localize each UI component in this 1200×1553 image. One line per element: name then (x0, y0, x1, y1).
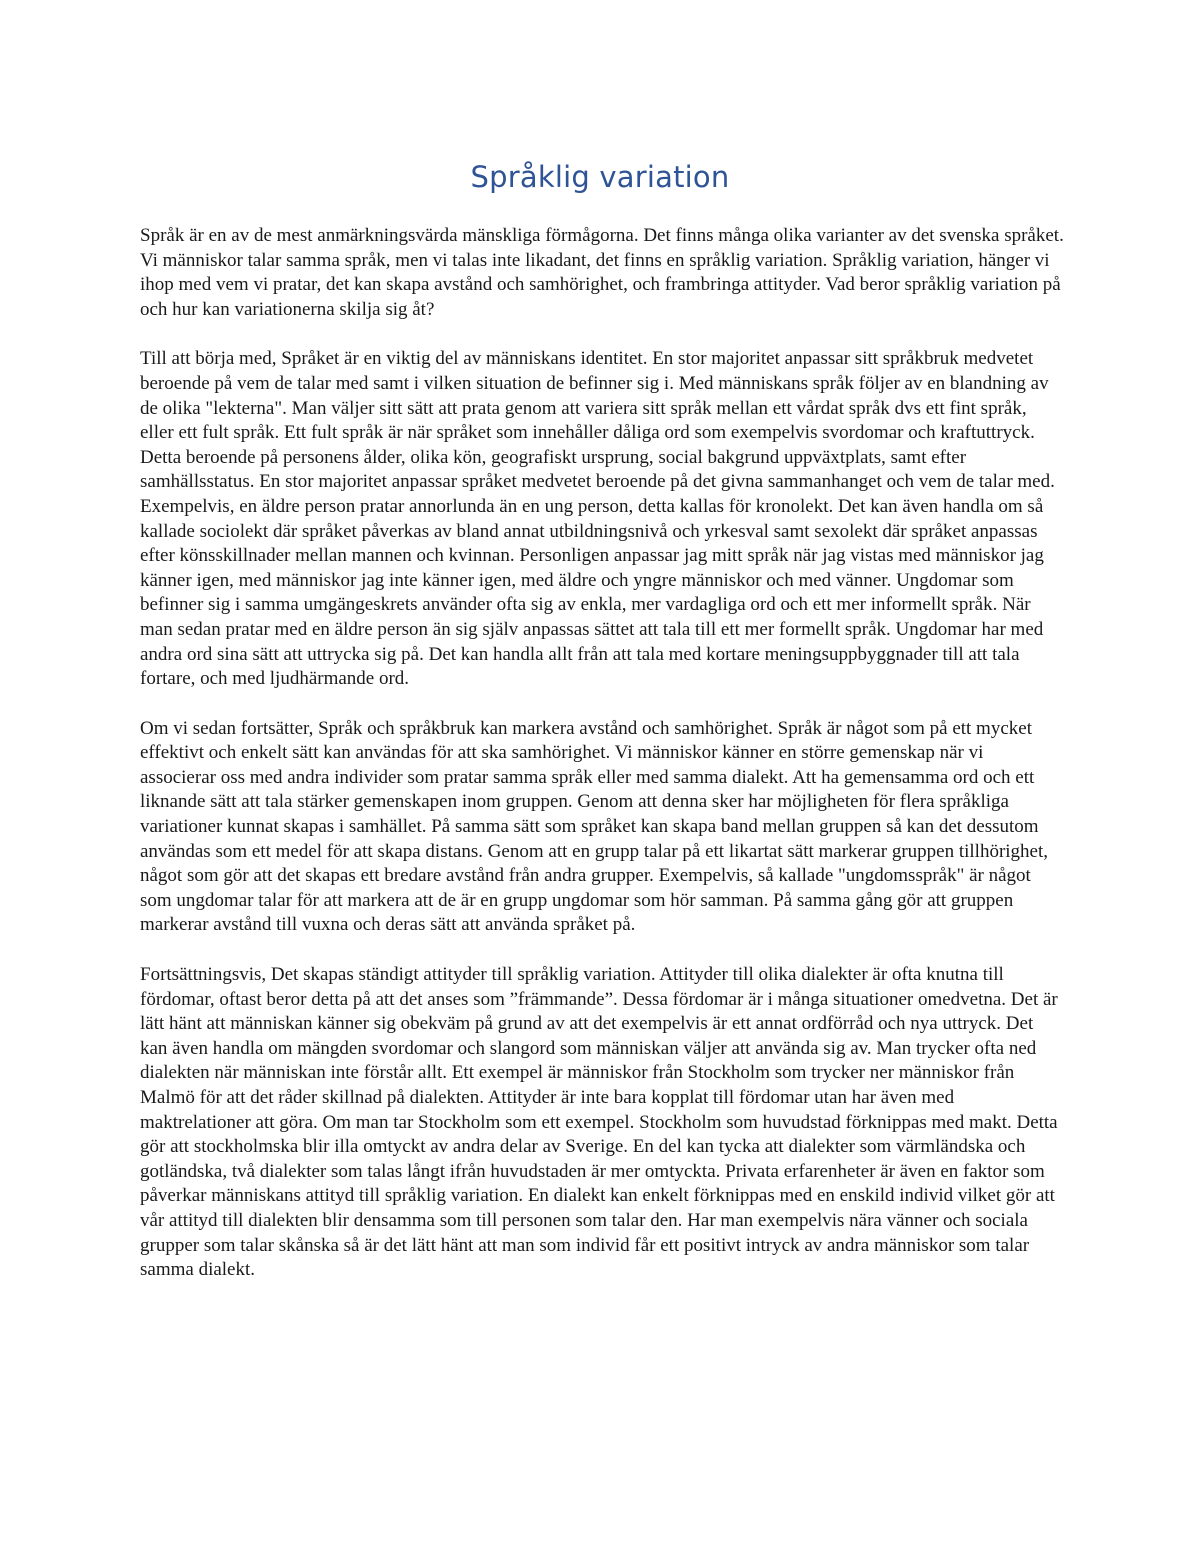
document-title: Språklig variation (470, 160, 730, 194)
paragraph-identity: Till att börja med, Språket är en viktig del av människans identitet. En stor majoritet anpassar sitt språkbruk medvetet beroende på vem de talar med samt i vilken situation de befinner sig i. Med människans språk följer av en blandning av de olika "lekterna". Man väljer sitt sätt att prata genom att variera sitt språk mellan ett vårdat språk dvs ett fint språk, eller ett fult språk. Ett fult språk är när språket som innehåller dåliga ord som exempelvis svordomar och kraftuttryck. Detta beroende på personens ålder, olika kön, geografiskt ursprung, social bakgrund uppväxtplats, samt efter samhällsstatus. En stor majoritet anpassar språket medvetet beroende på det givna sammanhanget och vem de talar med. Exempelvis, en äldre person pratar annorlunda än en ung person, detta kallas för kronolekt. Det kan även handla om så kallade sociolekt där språket påverkas av bland annat utbildningsnivå och yrkesval samt sexolekt där språket anpassas efter könsskillnader mellan mannen och kvinnan. Personligen anpassar jag mitt språk när jag vistas med människor jag känner igen, med människor jag inte känner igen, med äldre och yngre människor och med vänner. Ungdomar som befinner sig i samma umgängeskrets använder ofta sig av enkla, mer vardagliga ord och ett mer informellt språk. När man sedan pratar med en äldre person än sig själv anpassas sättet att tala till ett mer formellt språk. Ungdomar har med andra ord sina sätt att uttrycka sig på. Det kan handla allt från att tala med kortare meningsuppbyggnader till att tala fortare, och med ljudhärmande ord. (140, 348, 1055, 690)
paragraph-distance: Om vi sedan fortsätter, Språk och språkbruk kan markera avstånd och samhörighet. Språk är något som på ett mycket effektivt och enkelt sätt kan användas för att ska samhörighet. Vi människor känner en större gemenskap när vi associerar oss med andra individer som pratar samma språk eller med samma dialekt. Att ha gemensamma ord och ett liknande sätt att tala stärker gemenskapen inom gruppen. Genom att denna sker har möjligheten för flera språkliga variationer kunnat skapas i samhället. På samma sätt som språket kan skapa band mellan gruppen så kan det dessutom användas som ett medel för att skapa distans. Genom att en grupp talar på ett likartat sätt markerar gruppen tillhörighet, något som gör att det skapas ett bredare avstånd från andra grupper. Exempelvis, så kallade "ungdomsspråk" är något som ungdomar talar för att markera att de är en grupp ungdomar som hör samman. På samma gång gör att gruppen markerar avstånd till vuxna och deras sätt att använda språket på. (140, 717, 1049, 936)
document-body (140, 224, 1064, 1308)
paragraph-intro: Språk är en av de mest anmärkningsvärda mänskliga förmågorna. Det finns många olika varianter av det svenska språket. Vi människor talar samma språk, men vi talas inte likadant, det finns en språklig variation. Språklig variation, hänger vi ihop med vem vi pratar, det kan skapa avstånd och samhörighet, och frambringa attityder. Vad beror språklig variation på och hur kan variationerna skilja sig åt? (140, 225, 1064, 320)
paragraph-attitudes: Fortsättningsvis, Det skapas ständigt attityder till språklig variation. Attityder till olika dialekter är ofta knutna till fördomar, oftast beror detta på att det anses som ”främmande”. Dessa fördomar är i många situationer omedvetna. Det är lätt hänt att människan känner sig obekväm på grund av att det exempelvis är ett annat ordförråd och nya uttryck. Det kan även handla om mängden svordomar och slangord som människan väljer att använda sig av. Man trycker ofta ned dialekten när människan inte förstår allt. Ett exempel är människor från Stockholm som trycker ner människor från Malmö för att det råder skillnad på dialekten. Attityder är inte bara kopplat till fördomar utan har även med maktrelationer att göra. Om man tar Stockholm som ett exempel. Stockholm som huvudstad förknippas med makt. Detta gör att stockholmska blir illa omtyckt av andra delar av Sverige. En del kan tycka att dialekter som värmländska och gotländska, två dialekter som talas långt ifrån huvudstaden är mer omtyckta. Privata erfarenheter är även en faktor som påverkar människans attityd till språklig variation. En dialekt kan enkelt förknippas med en enskild individ vilket gör att vår attityd till dialekten blir densamma som till personen som talar den. Har man exempelvis nära vänner och sociala grupper som talar skånska så är det lätt hänt att man som individ får ett positivt intryck av andra människor som talar samma dialekt. (140, 964, 1058, 1281)
